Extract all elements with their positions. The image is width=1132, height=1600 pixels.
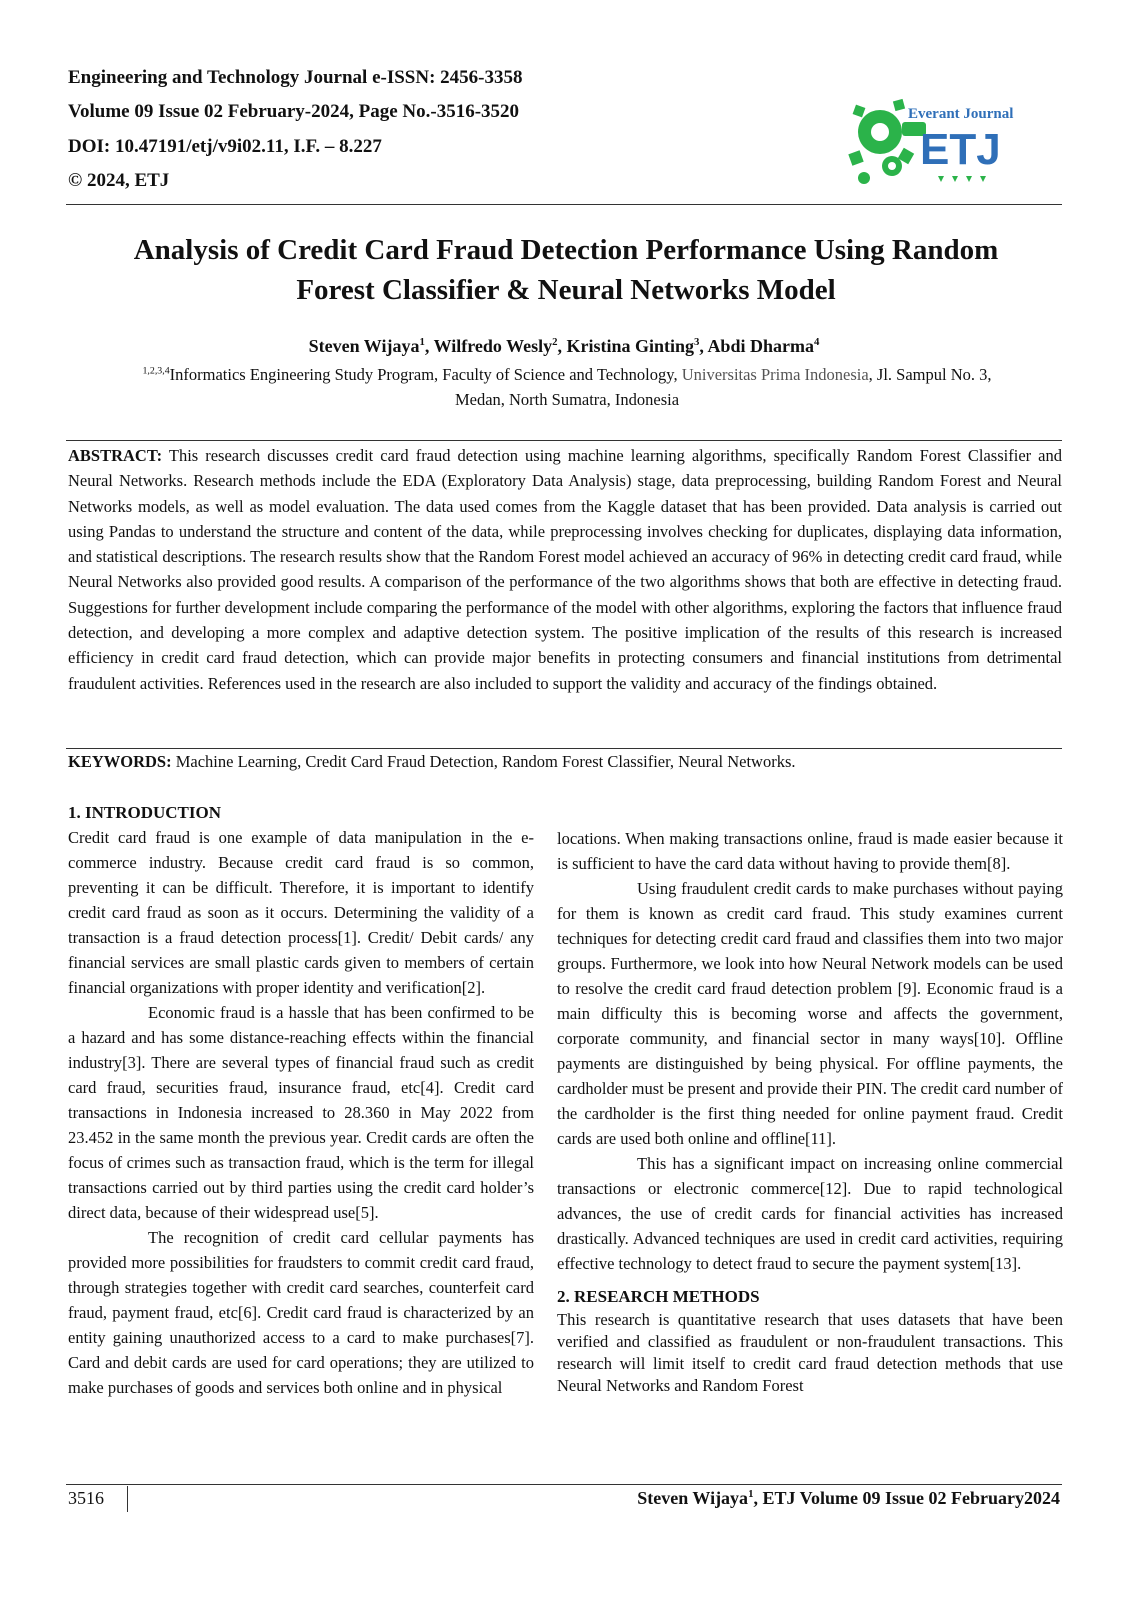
- footer-rest: , ETJ Volume 09 Issue 02 February2024: [753, 1488, 1060, 1508]
- author-sep: ,: [424, 336, 434, 356]
- author-1-sup: 1: [419, 336, 425, 348]
- journal-logo: [840, 92, 1050, 202]
- author-3: Kristina Ginting: [566, 336, 695, 356]
- author-4: Abdi Dharma: [707, 336, 814, 356]
- methods-heading: 2. RESEARCH METHODS: [557, 1287, 760, 1306]
- doi-info: DOI: 10.47191/etj/v9i02.11, I.F. – 8.227: [68, 136, 382, 157]
- logo-letters: ETJ: [920, 125, 1001, 174]
- author-2-sup: 2: [552, 336, 558, 348]
- page-number: 3516: [68, 1488, 104, 1508]
- intro-paragraph-1: Credit card fraud is one example of data manipulation in the e-commerce industry. Because credit card fraud is so common, preventing it can be difficult. Therefore, it is important to identify credit card fraud as soon as it occurs. Determining the validity of a transaction is a fraud detection process[1]. Credit/ Debit cards/ any financial services are small plastic cards given to members of certain financial organizations with proper identity and verification[2].: [68, 828, 534, 997]
- author-list: [66, 336, 1062, 357]
- keywords-label: KEYWORDS:: [68, 752, 172, 771]
- logo-text: Everant Journal: [908, 106, 1014, 122]
- keywords: [68, 751, 1062, 773]
- university-name: Universitas Prima Indonesia: [681, 365, 869, 384]
- author-2: Wilfredo Wesly: [433, 336, 553, 356]
- copyright: © 2024, ETJ: [68, 170, 170, 191]
- journal-name: Engineering and Technology Journal e-ISSN: 2456-3358: [68, 67, 523, 88]
- intro-paragraph-3: The recognition of credit card cellular payments has provided more possibilities for fraudsters to commit credit card fraud, through strategies together with credit card searches, counterfeit card fraud, payment fraud, etc[6]. Credit card fraud is characterized by an entity gaining unauthorized access to a card to make purchases[7]. Card and debit cards are used for card operations; they are utilized to make purchases of goods and services both online and in physical: [68, 1228, 534, 1397]
- intro-heading: 1. INTRODUCTION: [68, 803, 222, 822]
- abstract-rule-bottom: [66, 748, 1062, 749]
- intro-paragraph-2: Economic fraud is a hassle that has been confirmed to be a hazard and has some distance-reaching effects within the financial industry[3]. There are several types of financial fraud such as credit card fraud, securities fraud, insurance fraud, etc[4]. Credit card transactions in Indonesia increased to 28.360 in May 2022 from 23.452 in the same month the previous year. Credit cards are often the focus of crimes such as transaction fraud, which is the term for illegal transactions carried out by third parties using the credit card holder’s direct data, because of their widespread use[5].: [68, 1003, 534, 1222]
- affiliation: [72, 362, 1062, 412]
- intro-paragraph-5: Using fraudulent credit cards to make purchases without paying for them is known as credit card fraud. This study examines current techniques for detecting credit card fraud and classifies them into two major groups. Furthermore, we look into how Neural Network models can be used to resolve the credit card fraud detection problem [9]. Economic fraud is a main difficulty this is becoming worse and affects the government, corporate community, and financial sector in many ways[10]. Offline payments are distinguished by being physical. For offline payments, the cardholder must be present and provide their PIN. The credit card number of the cardholder is the first thing needed for online payment fraud. Credit cards are used both online and offline[11].: [557, 879, 1063, 1148]
- footer-rule: [66, 1484, 1062, 1485]
- title-line-2: Forest Classifier & Neural Networks Model: [296, 274, 836, 306]
- right-column: [557, 826, 1063, 1397]
- title-line-1: Analysis of Credit Card Fraud Detection Performance Using Random: [133, 234, 999, 266]
- intro-paragraph-6: This has a significant impact on increasing online commercial transactions or electronic commerce[12]. Due to rapid technological advances, the use of credit cards for financial activities has increased drastically. Advanced techniques are used in credit card activities, requiring effective technology to detect fraud to secure the payment system[13].: [557, 1154, 1063, 1273]
- affiliation-sup: 1,2,3,4: [142, 365, 170, 377]
- abstract-rule-top: [66, 440, 1062, 441]
- abstract-text: This research discusses credit card fraud detection using machine learning algorithms, specifically Random Forest Classifier and Neural Networks. Research methods include the EDA (Exploratory Data Analysis) stage, data preprocessing, building Random Forest and Neural Networks models, as well as model evaluation. The data used comes from the Kaggle dataset that has been provided. Data analysis is carried out using Pandas to understand the structure and content of the data, while preprocessing involves checking for duplicates, displaying data information, and statistical descriptions. The research results show that the Random Forest model achieved an accuracy of 96% in detecting credit card fraud, while Neural Networks also provided good results. A comparison of the performance of the two algorithms shows that both are effective in detecting fraud. Suggestions for further development include comparing the performance of the model with other algorithms, exploring the factors that influence fraud detection, and developing a more complex and adaptive detection system. The positive implication of the results of this research is increased efficiency in credit card fraud detection, which can provide major benefits in protecting consumers and financial institutions from detrimental fraudulent activities. References used in the research are also included to support the validity and accuracy of the findings obtained.: [68, 446, 1062, 693]
- paper-title: [80, 230, 1052, 310]
- author-4-sup: 4: [813, 336, 820, 348]
- header-rule: [66, 204, 1062, 205]
- methods-paragraph-1: This research is quantitative research that uses datasets that have been verified and classified as fraudulent or non-fraudulent transactions. This research will limit itself to credit card fraud detection methods that use Neural Networks and Random Forest: [557, 1310, 1063, 1395]
- footer-citation: [540, 1488, 1060, 1509]
- author-3-sup: 3: [694, 336, 700, 348]
- volume-info: Volume 09 Issue 02 February-2024, Page No.-3516-3520: [68, 101, 520, 122]
- author-sep: ,: [557, 336, 567, 356]
- author-sep: ,: [699, 336, 708, 356]
- abstract: [68, 443, 1062, 696]
- footer-author: Steven Wijaya: [637, 1488, 749, 1508]
- left-column: [68, 800, 534, 1400]
- keywords-text: Machine Learning, Credit Card Fraud Detection, Random Forest Classifier, Neural Networks.: [171, 752, 796, 771]
- author-1: Steven Wijaya: [308, 336, 420, 356]
- affiliation-address: , Jl. Sampul No. 3,: [868, 365, 992, 384]
- footer-separator: [127, 1486, 128, 1512]
- footer-sup: 1: [748, 1488, 754, 1500]
- abstract-label: ABSTRACT:: [68, 446, 163, 465]
- intro-paragraph-4: locations. When making transactions online, fraud is made easier because it is sufficient to have the card data without having to provide them[8].: [557, 829, 1063, 873]
- affiliation-text: Informatics Engineering Study Program, Faculty of Science and Technology,: [169, 365, 682, 384]
- affiliation-city: Medan, North Sumatra, Indonesia: [454, 390, 680, 409]
